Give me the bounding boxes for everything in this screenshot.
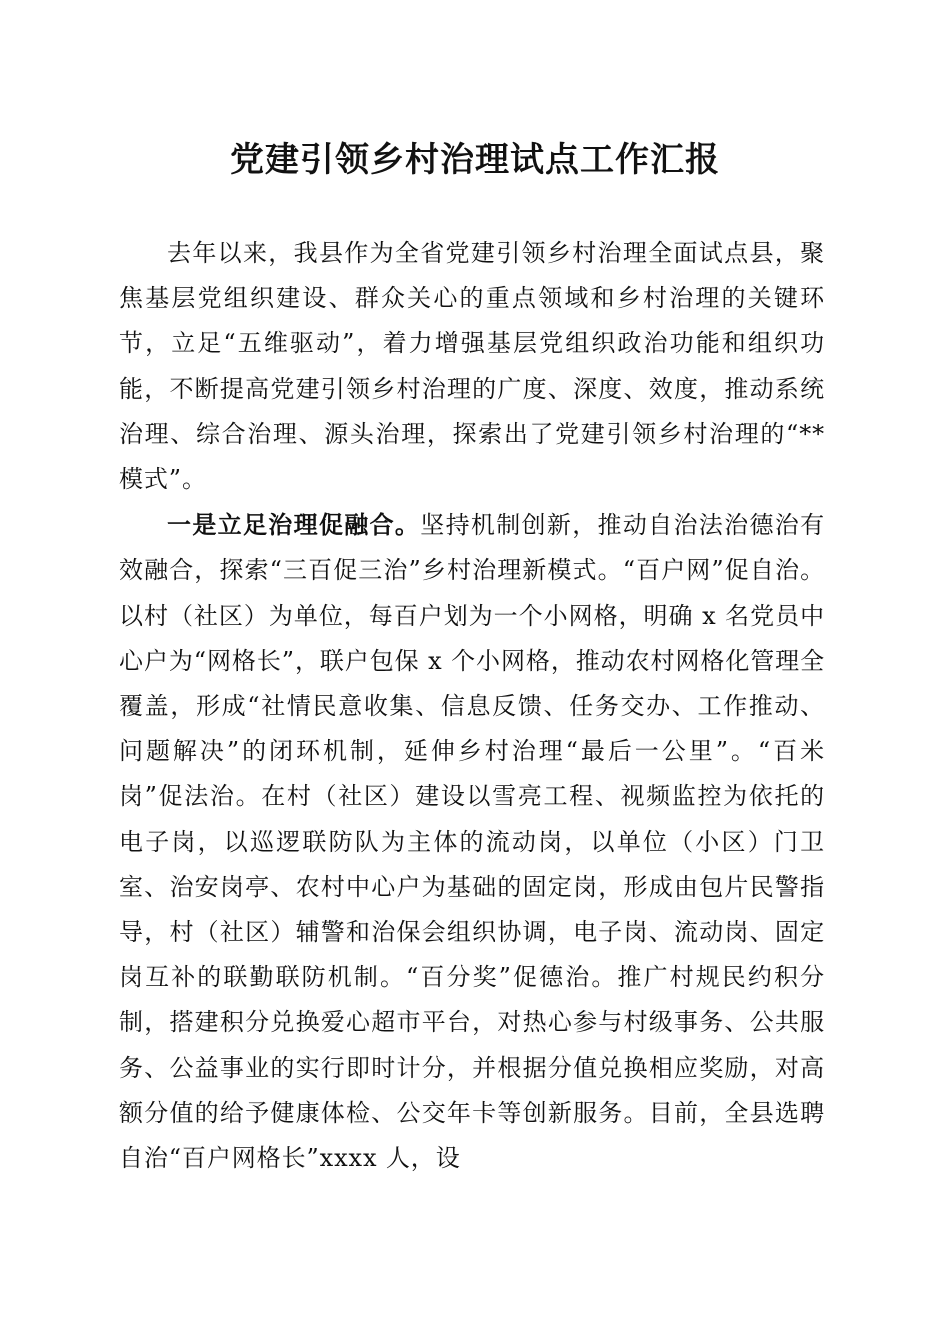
paragraph-intro	[119, 230, 825, 502]
paragraph-section-one-text: 坚持机制创新，推动自治法治德治有效融合，探索“三百促三治”乡村治理新模式。“百户网”促自治。以村（社区）为单位，每百户划为一个小网格，明确 x 名党员中心户为“网格长”，联户包保 x 个小网格，推动农村网格化管理全覆盖，形成“社情民意收集、信息反馈、任务交办、工作推动、问题解决”的闭环机制，延伸乡村治理“最后一公里”。“百米岗”促法治。在村（社区）建设以雪亮工程、视频监控为依托的电子岗，以巡逻联防队为主体的流动岗，以单位（小区）门卫室、治安岗亭、农村中心户为基础的固定岗，形成由包片民警指导，村（社区）辅警和治保会组织协调，电子岗、流动岗、固定岗互补的联勤联防机制。“百分奖”促德治。推广村规民约积分制，搭建积分兑换爱心超市平台，对热心参与村级事务、公共服务、公益事业的实行即时计分，并根据分值兑换相应奖励，对高额分值的给予健康体检、公交年卡等创新服务。目前，全县选聘自治“百户网格长”xxxx 人，设	[119, 511, 826, 1173]
paragraph-section-one-lead: 一是立足治理促融合。	[167, 510, 421, 540]
document-title: 党建引领乡村治理试点工作汇报	[230, 140, 720, 180]
paragraph-section-one	[119, 502, 825, 1181]
paragraph-intro-text: 去年以来，我县作为全省党建引领乡村治理全面试点县，聚焦基层党组织建设、群众关心的重点领域和乡村治理的关键环节，立足“五维驱动”，着力增强基层党组织政治功能和组织功能，不断提高党建引领乡村治理的广度、深度、效度，推动系统治理、综合治理、源头治理，探索出了党建引领乡村治理的“**模式”。	[119, 239, 825, 494]
document-body	[119, 230, 825, 1181]
